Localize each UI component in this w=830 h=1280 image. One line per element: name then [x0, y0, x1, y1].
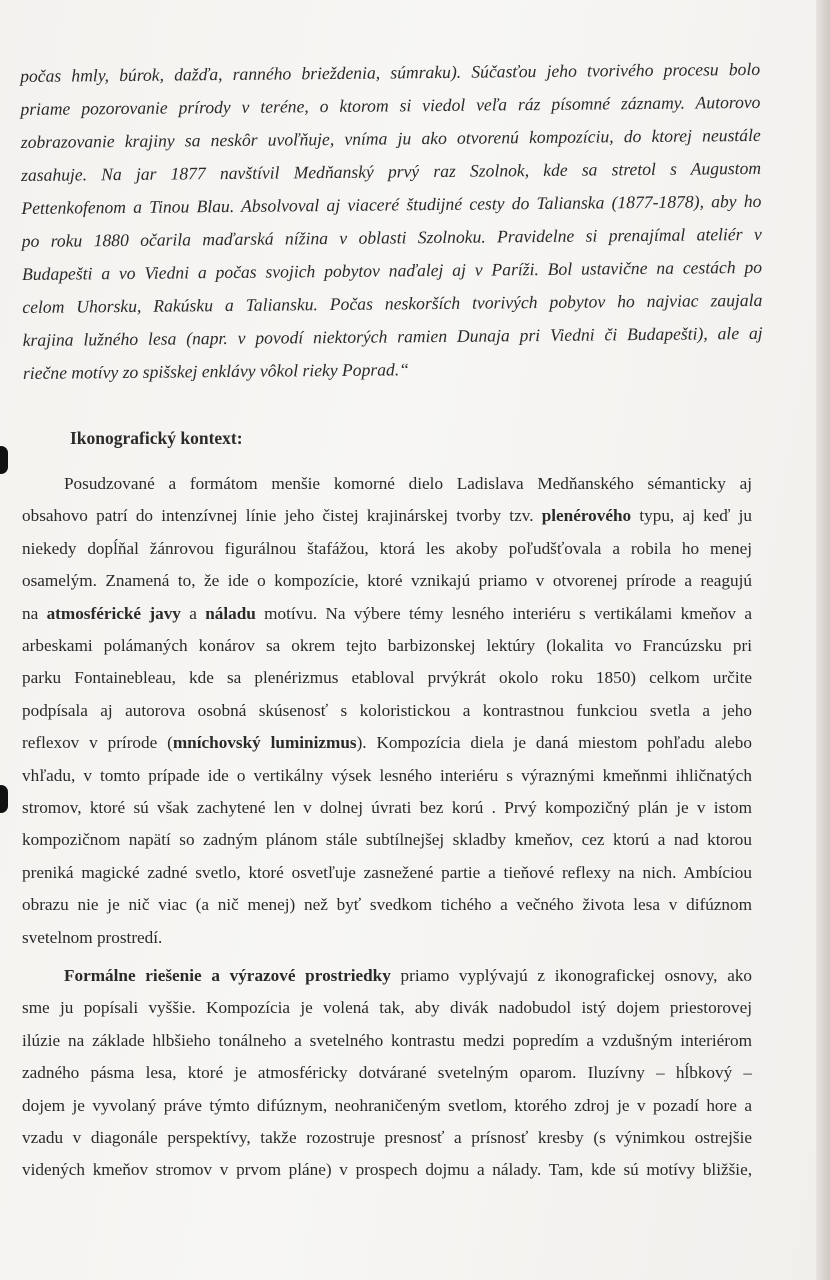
- bold-term: mníchovský luminizmus: [172, 733, 357, 753]
- quote-line: zobrazovanie krajiny sa neskôr uvoľňuje, vníma ju ako otvorenú kompozíciu, do ktorej neustále: [20, 124, 761, 152]
- paragraph-line: parku Fontainebleau, kde sa plenérizmus etabloval prvýkrát okolo roku 1850) celkom určite: [22, 668, 752, 688]
- paragraph-line: vhľadu, v tomto prípade ide o vertikálny výsek lesného interiéru s výraznými kmeňnmi ihličnatých: [22, 765, 752, 785]
- paragraph-line: svetelnom prostredí.: [22, 927, 163, 947]
- text-run: a: [180, 603, 206, 623]
- text-run: reflexov v prírode (: [22, 733, 173, 753]
- text-run: typu, aj keď ju: [631, 506, 752, 526]
- quote-line: zasahuje. Na jar 1877 navštívil Medňanský prvý raz Szolnok, kde sa stretol s Augustom: [21, 157, 762, 185]
- section-heading: Ikonografický kontext:: [70, 428, 243, 448]
- text-run: priamo vyplývajú z ikonografickej osnovy, ako: [390, 966, 753, 985]
- quote-line: priame pozorovanie prírody v teréne, o ktorom si viedol veľa ráz písomné záznamy. Autorovo: [20, 91, 761, 119]
- quote-line: Budapešti a vo Viedni a počas svojich pobytov naďalej aj v Paríži. Bol ustavične na cestách po: [21, 256, 763, 284]
- paragraph-line: ilúzie na základe hlbšieho tonálneho a svetelného kontrastu medzi popredím a vzdušným interiérom: [22, 1030, 752, 1050]
- quote-line: celom Uhorsku, Rakúsku a Taliansku. Počas neskorších tvorivých pobytov ho najviac zaujala: [22, 289, 763, 317]
- paragraph-line: [22, 960, 752, 992]
- paragraph-line: [22, 598, 752, 630]
- paragraph-formal-solution: [22, 960, 752, 1187]
- paragraph-line: Posudzované a formátom menšie komorné dielo Ladislava Medňanského sémanticky aj: [64, 474, 752, 493]
- text-run: na: [22, 603, 47, 623]
- paragraph-line: vzadu v diagonále perspektívy, takže rozostruje presnosť a prísnosť kresby (s výnimkou ostrejšie: [22, 1128, 752, 1148]
- binding-edge: [816, 0, 830, 1280]
- paragraph-line: obrazu nie je nič viac (a nič menej) než byť svedkom tichého a večného života lesa v difúznom: [22, 895, 752, 915]
- quote-line: krajina lužného lesa (napr. v povodí niektorých ramien Dunaja pri Viedni či Budapešti), ale aj: [22, 322, 763, 350]
- paragraph-line: arbeskami polámaných konárov sa okrem tejto barbizonskej lektúry (lokalita vo Francúzsku pri: [22, 636, 752, 656]
- quote-line: riečne motívy zo spišskej enklávy vôkol rieky Poprad.“: [22, 359, 410, 383]
- bold-term: plenérového: [541, 506, 632, 526]
- paragraph-line: stromov, ktoré sú však zachytené len v dolnej úvrati bez korú . Prvý kompozičný plán je v istom: [22, 798, 752, 818]
- text-run: ). Kompozícia diela je daná miestom pohľadu alebo: [356, 733, 752, 753]
- text-run: motívu. Na výbere témy lesného interiéru s vertikálami kmeňov a: [255, 603, 752, 623]
- paragraph-iconographic: [22, 468, 752, 954]
- bold-term: Formálne riešenie a výrazové prostriedky: [64, 966, 391, 985]
- quote-block: [20, 53, 763, 390]
- paragraph-line: preniká magické zadné svetlo, ktoré osvetľuje zasnežené partie a tieňové reflexy na nich. Ambíciou: [22, 862, 752, 882]
- quote-line: po roku 1880 očarila maďarská nížina v oblasti Szolnoku. Pravidelne si prenajímal ateliér v: [21, 223, 762, 251]
- quote-line: počas hmly, búrok, dažďa, ranného brieždenia, súmraku). Súčasťou jeho tvorivého procesu bolo: [20, 58, 761, 86]
- paragraph-line: [22, 727, 752, 759]
- paragraph-line: osamelým. Znamená to, že ide o kompozície, ktoré vznikajú priamo v otvorenej prírode a reagujú: [22, 571, 752, 591]
- paragraph-line: videných kmeňov stromov v prvom pláne) v prospech dojmu a nálady. Tam, kde sú motívy bližšie,: [22, 1160, 752, 1180]
- punch-hole: [0, 446, 8, 474]
- paragraph-line: [22, 500, 752, 532]
- paragraph-line: niekedy dopĺňal žánrovou figurálnou štafážou, ktorá les akoby poľudšťovala a robila ho menej: [22, 538, 752, 558]
- punch-hole: [0, 785, 8, 813]
- bold-term: náladu: [205, 603, 256, 623]
- paragraph-line: kompozičnom napätí so zadným plánom stále subtílnejšej skladby kmeňov, cez ktorú a nad ktorou: [22, 830, 752, 850]
- text-run: obsahovo patrí do intenzívnej línie jeho čistej krajinárskej tvorby tzv.: [22, 506, 542, 526]
- paragraph-line: sme ju popísali vyššie. Kompozícia je volená tak, aby divák nadobudol istý dojem priestorovej: [22, 998, 752, 1018]
- paragraph-line: dojem je vyvolaný práve týmto difúznym, neohraničeným svetlom, ktorého zdroj je v pozadí hore a: [22, 1095, 752, 1115]
- paragraph-line: podpísala aj autorova osobná skúsenosť s koloristickou a kontrastnou funkciou svetla a jeho: [22, 700, 752, 720]
- quote-line: Pettenkofenom a Tinou Blau. Absolvoval aj viaceré študijné cesty do Talianska (1877-1878), aby ho: [21, 190, 762, 218]
- bold-term: atmosférické javy: [46, 603, 181, 623]
- paragraph-line: zadného pásma lesa, ktoré je atmosféricky dotvárané svetelným oparom. Iluzívny – hĺbkový –: [22, 1063, 752, 1083]
